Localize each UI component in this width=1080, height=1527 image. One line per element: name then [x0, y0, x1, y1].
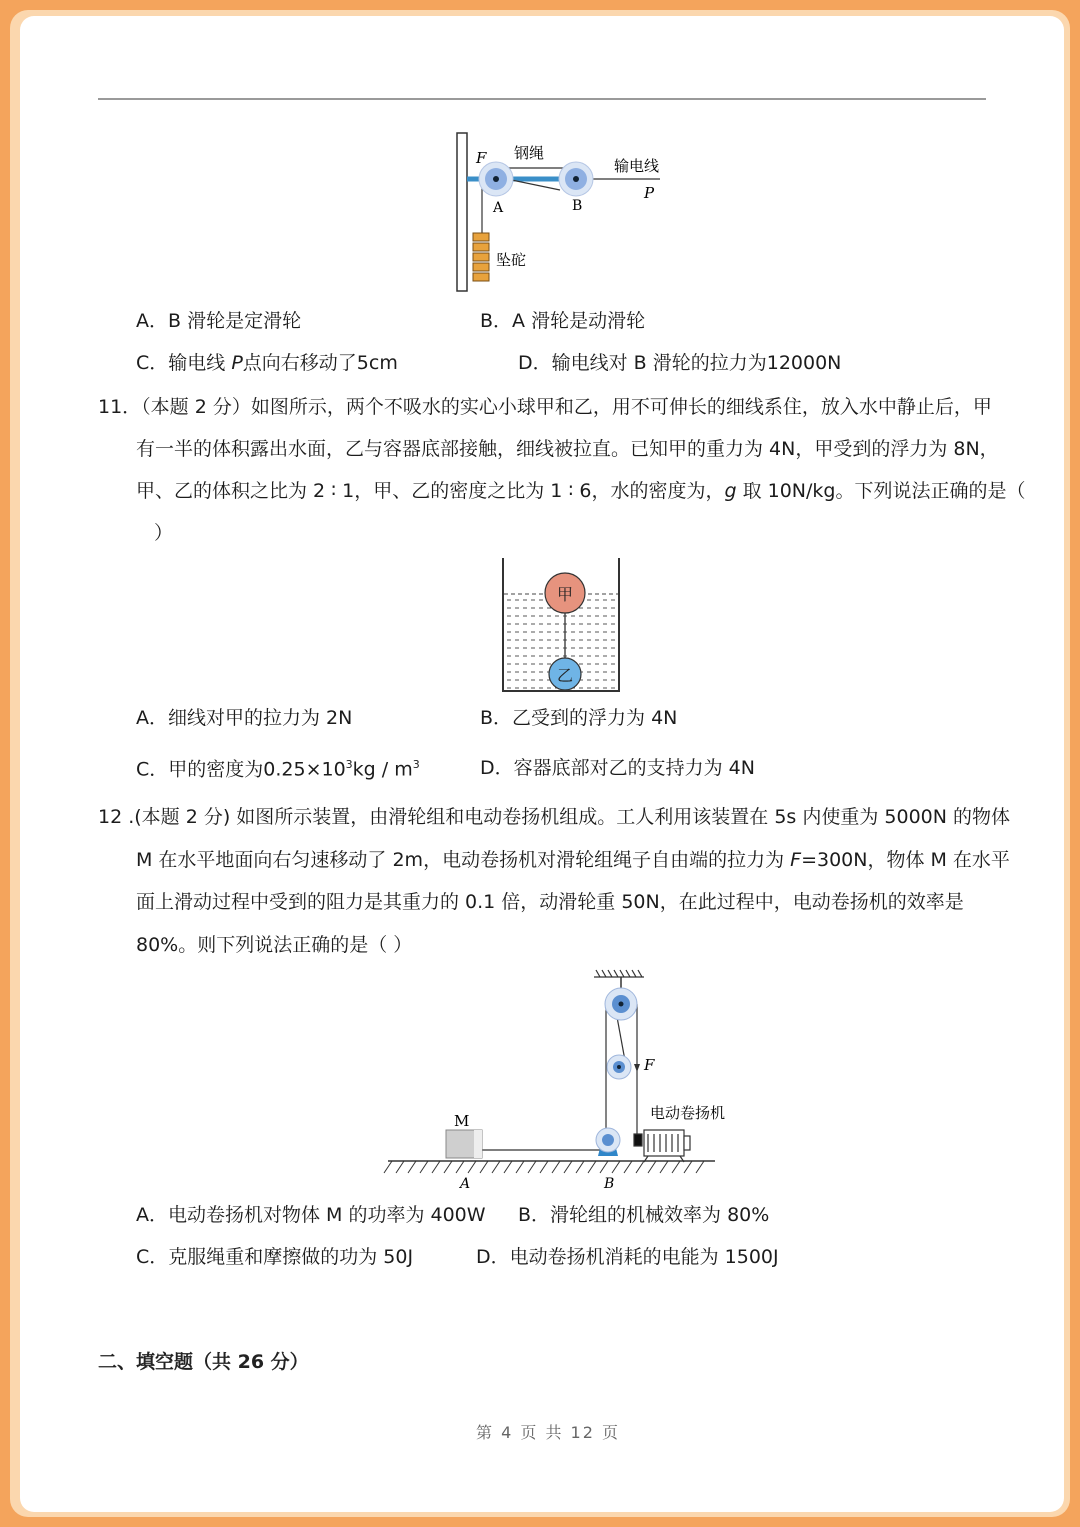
q12-line-2	[136, 851, 1010, 870]
q11-line-2: 有一半的体积露出水面，乙与容器底部接触，细线被拉直。已知甲的重力为 4N，甲受到的浮力为 8N，	[136, 438, 999, 460]
q12-line-3: 面上滑动过程中受到的阻力是其重力的 0.1 倍，动滑轮重 50N，在此过程中，电动卷扬机的效率是	[136, 891, 964, 913]
q11-option-c-unit: kg / m	[352, 758, 413, 781]
counterweight-stack	[473, 233, 489, 281]
q11-option-c[interactable]	[136, 759, 420, 779]
q10-option-c-prefix: C．输电线	[136, 352, 232, 374]
q12-line-2-text: M 在水平地面向右匀速移动了 2m，电动卷扬机对滑轮组绳子自由端的拉力为	[136, 849, 791, 871]
label-winch: 电动卷扬机	[650, 1104, 726, 1122]
q10-option-c-suffix: 点向右移动了5cm	[242, 352, 398, 374]
q11-option-d[interactable]: D．容器底部对乙的支持力为 4N	[480, 757, 755, 779]
label-weight: 坠砣	[496, 251, 527, 269]
force-arrow	[634, 1064, 640, 1072]
header-rule	[98, 98, 986, 100]
q12-option-a[interactable]: A．电动卷扬机对物体 M 的功率为 400W	[136, 1204, 486, 1226]
block-m-face	[474, 1130, 482, 1158]
wall	[457, 133, 467, 291]
q11-option-c-text: C．甲的密度为0.25×10	[136, 758, 346, 781]
q11-line-3	[136, 482, 1025, 501]
label-b: B	[604, 1176, 615, 1192]
ceiling	[594, 970, 644, 977]
fixed-pulley	[605, 988, 637, 1020]
label-f: F	[644, 1056, 655, 1074]
q12-var-f: F	[790, 849, 802, 871]
label-f: F	[476, 149, 487, 167]
pulley-a	[479, 162, 513, 196]
q11-option-c-unit-exp: 3	[412, 758, 420, 771]
pulley-b	[559, 162, 593, 196]
ball-jia-label: 甲	[557, 585, 574, 604]
q11-option-b[interactable]: B．乙受到的浮力为 4N	[480, 707, 678, 729]
pulley-b-mount	[596, 1128, 620, 1156]
q11-var-g: g	[724, 480, 737, 502]
label-rope: 钢绳	[514, 144, 545, 162]
q12-option-b[interactable]: B．滑轮组的机械效率为 80%	[518, 1204, 770, 1226]
q12-line-1: 12 .(本题 2 分) 如图所示装置，由滑轮组和电动卷扬机组成。工人利用该装置在 5s 内使重为 5000N 的物体	[98, 806, 1011, 828]
ball-yi-label: 乙	[557, 666, 574, 685]
label-wire: 输电线	[614, 157, 660, 175]
q10-option-c-var: P	[231, 352, 243, 374]
label-b: B	[572, 198, 583, 214]
q11-option-a[interactable]: A．细线对甲的拉力为 2N	[136, 707, 353, 729]
label-m: M	[454, 1112, 470, 1130]
label-p: P	[644, 184, 655, 202]
q11-line-1: 11．（本题 2 分）如图所示，两个不吸水的实心小球甲和乙，用不可伸长的细线系住，放入水中静止后，甲	[98, 396, 992, 418]
q10-option-a[interactable]: A．B 滑轮是定滑轮	[136, 310, 302, 332]
q10-option-d[interactable]: D．输电线对 B 滑轮的拉力为12000N	[518, 352, 842, 374]
q11-line-4: ）	[154, 522, 174, 544]
movable-pulley	[607, 1055, 631, 1079]
q10-option-b[interactable]: B．A 滑轮是动滑轮	[480, 310, 646, 332]
label-a: A	[460, 1176, 471, 1192]
q10-option-c[interactable]	[136, 354, 398, 373]
q12-line-2-tail: =300N，物体 M 在水平	[801, 849, 1010, 871]
label-a: A	[493, 200, 504, 216]
q12-option-c[interactable]: C．克服绳重和摩擦做的功为 50J	[136, 1246, 414, 1268]
q10-pulley-figure	[440, 128, 680, 298]
q11-option-c-exp: 3	[345, 758, 353, 771]
q11-line-3-text: 甲、乙的体积之比为 2 ∶ 1，甲、乙的密度之比为 1 ∶ 6，水的密度为，	[136, 480, 725, 502]
page-footer: 第 4 页 共 12 页	[476, 1423, 620, 1442]
q12-line-4: 80%。则下列说法正确的是（ ）	[136, 934, 413, 956]
q11-line-3-tail: 取 10N/kg。下列说法正确的是（	[736, 480, 1026, 502]
q12-option-d[interactable]: D．电动卷扬机消耗的电能为 1500J	[476, 1246, 779, 1268]
q12-winch-figure	[380, 964, 725, 1194]
section-2-title: 二、填空题（共 26 分）	[98, 1351, 309, 1373]
ground-hatch	[384, 1161, 704, 1173]
electric-winch	[634, 1130, 690, 1162]
q11-container-figure	[498, 556, 624, 696]
